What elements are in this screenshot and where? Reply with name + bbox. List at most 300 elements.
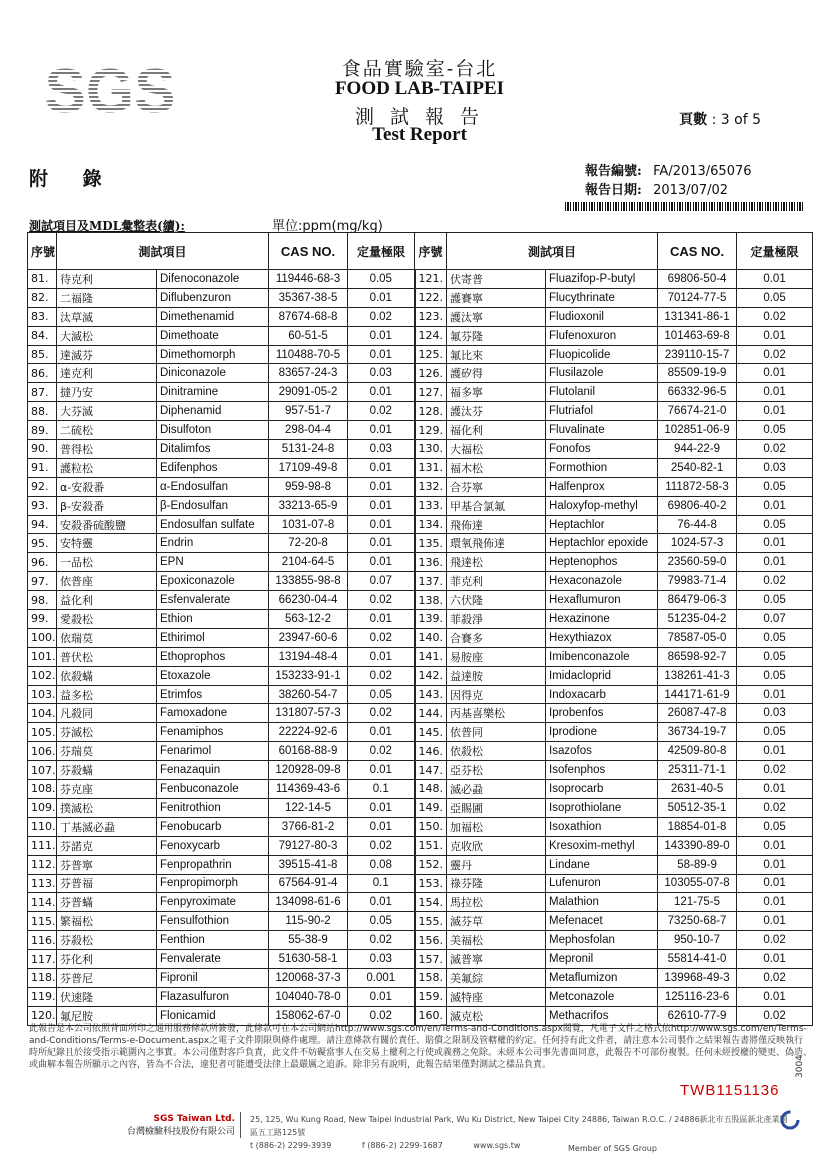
name-en: Famoxadone: [157, 704, 269, 723]
name-cn: 達克利: [57, 364, 157, 383]
name-cn: 安殺番硫酸鹽: [57, 515, 157, 534]
name-cn: 飛達松: [447, 553, 546, 572]
cas-number: 72-20-8: [269, 534, 348, 553]
table-row: [28, 458, 813, 477]
name-cn: 菲殺淨: [447, 610, 546, 629]
row-number: 160.: [415, 1006, 447, 1025]
table-row: [28, 893, 813, 912]
row-number: 139.: [415, 610, 447, 629]
row-number: 148.: [415, 780, 447, 799]
name-en: Etoxazole: [157, 666, 269, 685]
name-en: Metconazole: [546, 987, 658, 1006]
table-row: [28, 496, 813, 515]
quant-limit: 0.01: [348, 723, 415, 742]
cas-number: 120928-09-8: [269, 761, 348, 780]
quant-limit: 0.01: [348, 987, 415, 1006]
table-row: [28, 855, 813, 874]
cas-number: 138261-41-3: [658, 666, 737, 685]
name-en: Fenbuconazole: [157, 780, 269, 799]
table-row: [28, 364, 813, 383]
row-number: 123.: [415, 307, 447, 326]
name-cn: 芬克座: [57, 780, 157, 799]
row-number: 115.: [28, 912, 57, 931]
cas-number: 957-51-7: [269, 402, 348, 421]
lab-name-en: FOOD LAB-TAIPEI: [334, 78, 505, 99]
row-number: 119.: [28, 987, 57, 1006]
quant-limit: 0.02: [737, 572, 813, 591]
name-cn: 愛殺松: [57, 610, 157, 629]
name-en: Mephosfolan: [546, 931, 658, 950]
row-number: 83.: [28, 307, 57, 326]
cas-number: 87674-68-8: [269, 307, 348, 326]
cas-number: 1031-07-8: [269, 515, 348, 534]
cas-number: 17109-49-8: [269, 458, 348, 477]
row-number: 85.: [28, 345, 57, 364]
name-cn: 合芬寧: [447, 477, 546, 496]
name-en: Halfenprox: [546, 477, 658, 496]
phone-text: t (886-2) 2299-3939: [250, 1141, 332, 1150]
cas-number: 76674-21-0: [658, 402, 737, 421]
row-number: 140.: [415, 628, 447, 647]
name-en: Fluvalinate: [546, 421, 658, 440]
row-number: 104.: [28, 704, 57, 723]
name-en: Endrin: [157, 534, 269, 553]
quant-limit: 0.03: [348, 440, 415, 459]
quant-limit: 0.02: [737, 968, 813, 987]
page-label: 頁數: [679, 112, 708, 128]
table-row: [28, 874, 813, 893]
quant-limit: 0.01: [737, 836, 813, 855]
row-number: 145.: [415, 723, 447, 742]
row-number: 151.: [415, 836, 447, 855]
name-en: Hexythiazox: [546, 628, 658, 647]
member-text: Member of SGS Group: [568, 1144, 657, 1153]
company-address: [250, 1113, 790, 1152]
cas-number: 122-14-5: [269, 798, 348, 817]
cas-number: 66332-96-5: [658, 383, 737, 402]
name-cn: 一品松: [57, 553, 157, 572]
name-cn: 芬普尼: [57, 968, 157, 987]
row-number: 103.: [28, 685, 57, 704]
name-en: Hexazinone: [546, 610, 658, 629]
cas-number: 143390-89-0: [658, 836, 737, 855]
address-text: 25, 125, Wu Kung Road, New Taipei Industrial Park, Wu Ku District, New Taipei City 24886, Taiwan R.O.C. / 24886新北市五股區新北產業園區五工路125號: [250, 1115, 788, 1137]
row-number: 96.: [28, 553, 57, 572]
name-en: Imibenconazole: [546, 647, 658, 666]
row-number: 117.: [28, 950, 57, 969]
row-number: 95.: [28, 534, 57, 553]
quant-limit: 0.1: [348, 874, 415, 893]
quant-limit: 0.05: [348, 912, 415, 931]
cas-number: 18854-01-8: [658, 817, 737, 836]
mdl-table: [27, 232, 813, 1026]
cas-number: 83657-24-3: [269, 364, 348, 383]
row-number: 153.: [415, 874, 447, 893]
name-cn: 滅特座: [447, 987, 546, 1006]
name-en: Dimethoate: [157, 326, 269, 345]
table-row: [28, 534, 813, 553]
name-en: Esfenvalerate: [157, 591, 269, 610]
name-cn: 凡殺同: [57, 704, 157, 723]
name-cn: 護粒松: [57, 458, 157, 477]
header-item: 測試項目: [57, 233, 269, 270]
name-cn: 福化利: [447, 421, 546, 440]
quant-limit: 0.02: [348, 1006, 415, 1025]
row-number: 137.: [415, 572, 447, 591]
row-number: 122.: [415, 288, 447, 307]
cas-number: 76-44-8: [658, 515, 737, 534]
cas-number: 60-51-5: [269, 326, 348, 345]
cas-number: 35367-38-5: [269, 288, 348, 307]
name-en: Disulfoton: [157, 421, 269, 440]
cas-number: 5131-24-8: [269, 440, 348, 459]
quant-limit: 0.01: [348, 477, 415, 496]
name-cn: 丙基喜樂松: [447, 704, 546, 723]
cas-number: 139968-49-3: [658, 968, 737, 987]
name-cn: 大福松: [447, 440, 546, 459]
quant-limit: 0.01: [348, 761, 415, 780]
cas-number: 67564-91-4: [269, 874, 348, 893]
name-cn: 普伏松: [57, 647, 157, 666]
name-en: Dimethomorph: [157, 345, 269, 364]
row-number: 127.: [415, 383, 447, 402]
report-title-cn: 測 試 報 告: [354, 106, 485, 128]
row-number: 125.: [415, 345, 447, 364]
cas-number: 36734-19-7: [658, 723, 737, 742]
cas-number: 39515-41-8: [269, 855, 348, 874]
name-en: Hexaflumuron: [546, 591, 658, 610]
name-cn: 亞賜圃: [447, 798, 546, 817]
quant-limit: 0.01: [737, 496, 813, 515]
quant-limit: 0.03: [737, 704, 813, 723]
cas-number: 23947-60-6: [269, 628, 348, 647]
name-en: Iprobenfos: [546, 704, 658, 723]
name-en: Diphenamid: [157, 402, 269, 421]
quant-limit: 0.01: [737, 383, 813, 402]
name-en: Isofenphos: [546, 761, 658, 780]
name-cn: 丁基滅必蝨: [57, 817, 157, 836]
row-number: 113.: [28, 874, 57, 893]
row-number: 157.: [415, 950, 447, 969]
unit-label: 單位:ppm(mg/kg): [272, 219, 383, 234]
row-number: 112.: [28, 855, 57, 874]
name-cn: 環氧飛佈達: [447, 534, 546, 553]
name-cn: 二硫松: [57, 421, 157, 440]
cas-number: 69806-50-4: [658, 270, 737, 289]
quant-limit: 0.05: [737, 723, 813, 742]
name-en: Imidacloprid: [546, 666, 658, 685]
quant-limit: 0.01: [737, 270, 813, 289]
row-number: 135.: [415, 534, 447, 553]
name-en: Fenarimol: [157, 742, 269, 761]
quant-limit: 0.01: [737, 912, 813, 931]
cas-number: 144171-61-9: [658, 685, 737, 704]
name-en: Ethion: [157, 610, 269, 629]
quant-limit: 0.01: [737, 855, 813, 874]
name-cn: 加福松: [447, 817, 546, 836]
header-cas: CAS NO.: [658, 233, 737, 270]
quant-limit: 0.05: [737, 421, 813, 440]
fax-text: f (886-2) 2299-1687: [361, 1141, 443, 1150]
quant-limit: 0.02: [737, 798, 813, 817]
name-en: Heptachlor epoxide: [546, 534, 658, 553]
name-en: Fenamiphos: [157, 723, 269, 742]
row-number: 106.: [28, 742, 57, 761]
appendix-label: 附 錄: [29, 168, 116, 190]
row-number: 100.: [28, 628, 57, 647]
quant-limit: 0.01: [737, 950, 813, 969]
name-en: Fensulfothion: [157, 912, 269, 931]
name-cn: 安特靈: [57, 534, 157, 553]
report-no-label: 報告編號:: [585, 164, 642, 179]
name-cn: 芬瑞莫: [57, 742, 157, 761]
name-cn: 氟芬隆: [447, 326, 546, 345]
name-en: Heptachlor: [546, 515, 658, 534]
table-row: [28, 931, 813, 950]
name-en: Fenoxycarb: [157, 836, 269, 855]
quant-limit: 0.07: [348, 572, 415, 591]
logo-text: SGS: [44, 57, 176, 126]
name-cn: 芬普蟎: [57, 893, 157, 912]
cas-number: 66230-04-4: [269, 591, 348, 610]
table-row: [28, 912, 813, 931]
name-cn: 福多寧: [447, 383, 546, 402]
quant-limit: 0.08: [348, 855, 415, 874]
name-en: Fenpropimorph: [157, 874, 269, 893]
name-cn: 大芬滅: [57, 402, 157, 421]
cas-number: 3766-81-2: [269, 817, 348, 836]
cas-number: 103055-07-8: [658, 874, 737, 893]
quant-limit: 0.01: [348, 345, 415, 364]
cas-number: 563-12-2: [269, 610, 348, 629]
name-cn: 六伏隆: [447, 591, 546, 610]
row-number: 156.: [415, 931, 447, 950]
table-row: [28, 780, 813, 799]
page-value: : 3 of 5: [711, 112, 761, 128]
row-number: 97.: [28, 572, 57, 591]
row-number: 154.: [415, 893, 447, 912]
name-en: Flonicamid: [157, 1006, 269, 1025]
quant-limit: 0.01: [737, 987, 813, 1006]
cas-number: 70124-77-5: [658, 288, 737, 307]
row-number: 152.: [415, 855, 447, 874]
header-item: 測試項目: [447, 233, 658, 270]
cas-number: 42509-80-8: [658, 742, 737, 761]
row-number: 107.: [28, 761, 57, 780]
cas-number: 55814-41-0: [658, 950, 737, 969]
quant-limit: 0.02: [737, 345, 813, 364]
table-row: [28, 591, 813, 610]
quant-limit: 0.01: [348, 798, 415, 817]
quant-limit: 0.001: [348, 968, 415, 987]
table-row: [28, 421, 813, 440]
name-cn: 護汰芬: [447, 402, 546, 421]
quant-limit: 0.01: [737, 780, 813, 799]
quant-limit: 0.05: [737, 515, 813, 534]
name-en: Heptenophos: [546, 553, 658, 572]
company-name-en: SGS Taiwan Ltd.: [153, 1114, 235, 1124]
cas-number: 111872-58-3: [658, 477, 737, 496]
quant-limit: 0.01: [737, 874, 813, 893]
name-en: Fludioxonil: [546, 307, 658, 326]
name-en: Endosulfan sulfate: [157, 515, 269, 534]
name-cn: 因得克: [447, 685, 546, 704]
name-en: Isoxathion: [546, 817, 658, 836]
quant-limit: 0.03: [348, 364, 415, 383]
quant-limit: 0.01: [348, 534, 415, 553]
table-row: [28, 440, 813, 459]
quant-limit: 0.05: [737, 591, 813, 610]
row-number: 105.: [28, 723, 57, 742]
row-number: 142.: [415, 666, 447, 685]
quant-limit: 0.01: [348, 496, 415, 515]
name-en: Isoprothiolane: [546, 798, 658, 817]
table-row: [28, 402, 813, 421]
name-en: Mepronil: [546, 950, 658, 969]
row-number: 143.: [415, 685, 447, 704]
table-row: [28, 572, 813, 591]
quant-limit: 0.01: [348, 647, 415, 666]
name-cn: 滅普寧: [447, 950, 546, 969]
cas-number: 73250-68-7: [658, 912, 737, 931]
company-name-cn: 台灣檢驗科技股份有限公司: [126, 1127, 235, 1137]
name-en: β-Endosulfan: [157, 496, 269, 515]
cas-number: 104040-78-0: [269, 987, 348, 1006]
table-row: [28, 704, 813, 723]
cas-number: 25311-71-1: [658, 761, 737, 780]
disclaimer-text: 此報告是本公司依照背面所印之通用服務條款所簽發，此條款可在本公司網站http://www.sgs.com/en/Terms-and-Conditions.aspx閱覽，凡電子文件之格式依http://www.sgs.com/en/Terms-and-Conditions/Terms-e-Document.aspx之電子文件期限與條件處理。請注意條款有關於責任、賠償之限制及管轄權的約定。任何持有此文件者，請注意本公司製作之結果報告書將僅反映執行時所紀錄且於接受指示範圍內之事實。本公司僅對客戶負責，此文件不妨礙當事人在交易上權利之行使或義務之免除。未經本公司事先書面同意，此報告不可部份複製。任何未經授權的變更、偽造、或曲解本報告所顯示之內容，皆為不合法，違犯者可能遭受法律上最嚴厲之追訴。除非另有說明，此報告結果僅對測試之樣品負責。: [29, 1024, 813, 1070]
name-cn: 達滅芬: [57, 345, 157, 364]
name-en: Diniconazole: [157, 364, 269, 383]
cas-number: 101463-69-8: [658, 326, 737, 345]
quant-limit: 0.07: [737, 610, 813, 629]
row-number: 124.: [415, 326, 447, 345]
table-row: [28, 723, 813, 742]
name-en: Dimethenamid: [157, 307, 269, 326]
table-row: [28, 553, 813, 572]
cas-number: 38260-54-7: [269, 685, 348, 704]
quant-limit: 0.05: [737, 477, 813, 496]
name-cn: 亞芬松: [447, 761, 546, 780]
name-en: Formothion: [546, 458, 658, 477]
name-cn: 芬普寧: [57, 855, 157, 874]
name-en: Fenazaquin: [157, 761, 269, 780]
row-number: 130.: [415, 440, 447, 459]
quant-limit: 0.02: [737, 307, 813, 326]
quant-limit: 0.02: [737, 1006, 813, 1025]
name-cn: 依普同: [447, 723, 546, 742]
row-number: 82.: [28, 288, 57, 307]
row-number: 102.: [28, 666, 57, 685]
header-limit: 定量極限: [737, 233, 813, 270]
name-cn: 繁福松: [57, 912, 157, 931]
quant-limit: 0.02: [737, 931, 813, 950]
name-cn: 芬諾克: [57, 836, 157, 855]
sgs-c-mark-icon: [780, 1110, 800, 1130]
cas-number: 125116-23-6: [658, 987, 737, 1006]
name-cn: 芬殺松: [57, 931, 157, 950]
row-number: 94.: [28, 515, 57, 534]
cas-number: 55-38-9: [269, 931, 348, 950]
name-en: Fenobucarb: [157, 817, 269, 836]
row-number: 138.: [415, 591, 447, 610]
name-cn: 益達胺: [447, 666, 546, 685]
cas-number: 115-90-2: [269, 912, 348, 931]
report-date-label: 報告日期:: [585, 183, 642, 198]
row-number: 81.: [28, 270, 57, 289]
name-en: Iprodione: [546, 723, 658, 742]
name-cn: 益化利: [57, 591, 157, 610]
row-number: 134.: [415, 515, 447, 534]
cas-number: 298-04-4: [269, 421, 348, 440]
quant-limit: 0.02: [348, 742, 415, 761]
name-en: Dinitramine: [157, 383, 269, 402]
row-number: 111.: [28, 836, 57, 855]
table-row: [28, 647, 813, 666]
table-row: [28, 761, 813, 780]
name-cn: 依瑞莫: [57, 628, 157, 647]
table-row: [28, 742, 813, 761]
cas-number: 69806-40-2: [658, 496, 737, 515]
quant-limit: 0.01: [737, 402, 813, 421]
row-number: 141.: [415, 647, 447, 666]
quant-limit: 0.03: [737, 458, 813, 477]
name-cn: 普得松: [57, 440, 157, 459]
table-row: [28, 987, 813, 1006]
row-number: 84.: [28, 326, 57, 345]
row-number: 109.: [28, 798, 57, 817]
name-cn: 大滅松: [57, 326, 157, 345]
row-number: 159.: [415, 987, 447, 1006]
row-number: 90.: [28, 440, 57, 459]
quant-limit: 0.05: [737, 628, 813, 647]
row-number: 86.: [28, 364, 57, 383]
row-number: 110.: [28, 817, 57, 836]
quant-limit: 0.01: [737, 534, 813, 553]
row-number: 92.: [28, 477, 57, 496]
name-cn: 二福隆: [57, 288, 157, 307]
quant-limit: 0.01: [737, 742, 813, 761]
barcode: [565, 202, 803, 211]
quant-limit: 0.01: [348, 893, 415, 912]
website-text: www.sgs.tw: [473, 1141, 521, 1150]
cas-number: 158062-67-0: [269, 1006, 348, 1025]
cas-number: 86479-06-3: [658, 591, 737, 610]
row-number: 146.: [415, 742, 447, 761]
name-cn: 益多松: [57, 685, 157, 704]
name-en: Flutolanil: [546, 383, 658, 402]
lab-name-cn: 食品實驗室-台北: [341, 58, 498, 80]
table-row: [28, 477, 813, 496]
name-en: Fenthion: [157, 931, 269, 950]
name-en: Ethoprophos: [157, 647, 269, 666]
quant-limit: 0.01: [348, 383, 415, 402]
name-en: Fluopicolide: [546, 345, 658, 364]
row-number: 114.: [28, 893, 57, 912]
name-cn: 芬普福: [57, 874, 157, 893]
row-number: 101.: [28, 647, 57, 666]
report-info: [585, 162, 752, 200]
name-cn: 易胺座: [447, 647, 546, 666]
table-subtitle: 測試項目及MDL彙整表(續):: [29, 219, 185, 233]
name-cn: α-安殺番: [57, 477, 157, 496]
name-cn: 祿芬隆: [447, 874, 546, 893]
table-row: [28, 628, 813, 647]
name-en: Fluazifop-P-butyl: [546, 270, 658, 289]
row-number: 91.: [28, 458, 57, 477]
name-cn: 菲克利: [447, 572, 546, 591]
header-limit: 定量極限: [348, 233, 415, 270]
